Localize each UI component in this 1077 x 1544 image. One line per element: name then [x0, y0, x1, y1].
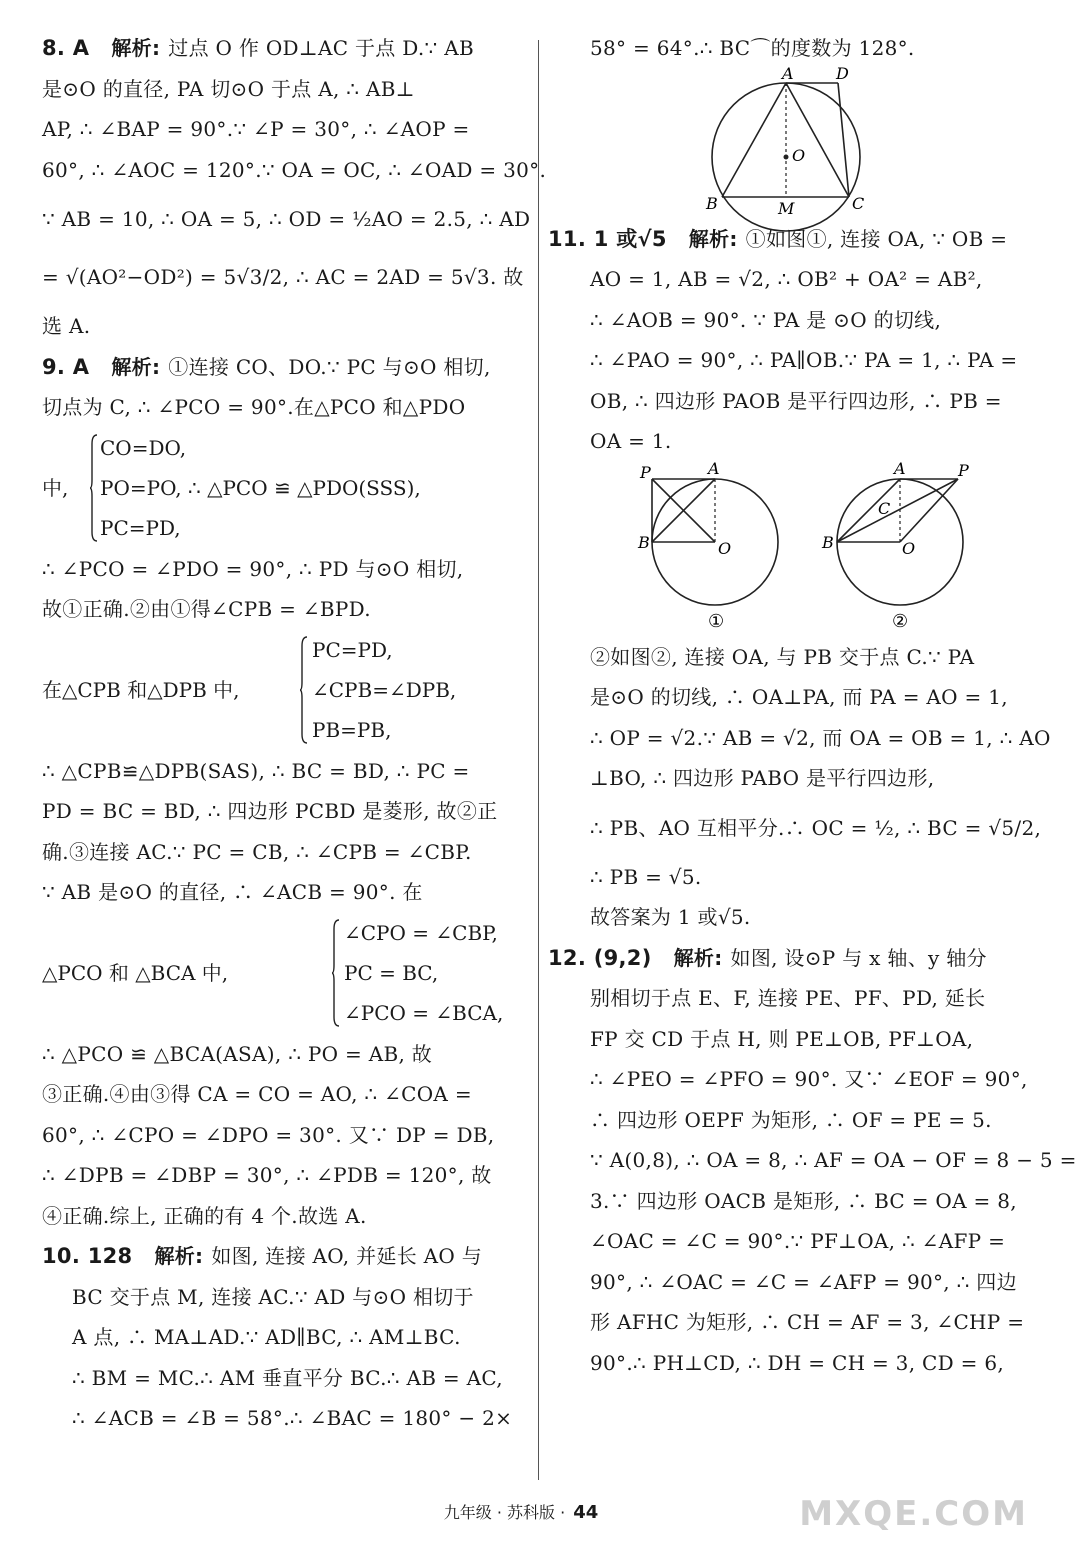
equation-system: [42, 630, 524, 751]
brace-icon: [90, 434, 98, 542]
analysis-label: 解析:: [688, 226, 738, 251]
q11-line: ∴ ∠AOB = 90°. ∵ PA 是 ⊙O 的切线,: [590, 307, 942, 332]
q12-line: 90°, ∴ ∠OAC = ∠C = ∠AFP = 90°, ∴ 四边: [590, 1269, 1017, 1294]
figure-caption: ②: [892, 610, 909, 632]
q9-line: ∴ ∠PCO = ∠PDO = 90°, ∴ PD 与⊙O 相切,: [42, 556, 464, 581]
q9-line: [42, 347, 524, 388]
label-B: B: [822, 532, 834, 552]
system-lead: △PCO 和 △BCA 中,: [42, 960, 229, 985]
q8-number: 8. A: [42, 36, 90, 60]
q10-line: BC 交于点 M, 连接 AC.∵ AD 与⊙O 相切于: [72, 1284, 474, 1309]
q12-line: ∴ 四边形 OEPF 为矩形, ∴ OF = PE = 5.: [590, 1107, 992, 1132]
analysis-label: 解析:: [111, 36, 161, 60]
q9-line: ∴ △CPB≌△DPB(SAS), ∴ BC = BD, ∴ PC =: [42, 758, 470, 783]
system-row: CO=DO,: [100, 435, 187, 460]
q11-line: [548, 219, 1028, 260]
q9-line: 确.③连接 AC.∵ PC = CB, ∴ ∠CPB = ∠CBP.: [42, 839, 472, 864]
q12-line: 3.∵ 四边形 OACB 是矩形, ∴ BC = OA = 8,: [590, 1188, 1017, 1213]
q9-text: ①连接 CO、DO.∵ PC 与⊙O 相切,: [168, 354, 491, 379]
figure-q11: [560, 458, 1028, 637]
q9-line: ④正确.综上, 正确的有 4 个.故选 A.: [42, 1203, 367, 1228]
q12-number: 12. (9,2): [548, 945, 652, 970]
q11-line: OA = 1.: [590, 429, 672, 453]
brace-icon: [300, 636, 308, 744]
q8-line: 选 A.: [42, 314, 91, 338]
label-P: P: [958, 460, 969, 480]
q12-line: 形 AFHC 为矩形, ∴ CH = AF = 3, ∠CHP =: [590, 1310, 1025, 1334]
q8-line: = √(AO²−OD²) = 5√3/2, ∴ AC = 2AD = 5√3. 故: [42, 265, 524, 289]
q8-line: AP, ∴ ∠BAP = 90°.∵ ∠P = 30°, ∴ ∠AOP =: [42, 117, 470, 141]
label-C: C: [852, 193, 865, 213]
q11-line: 是⊙O 的切线, ∴ OA⊥PA, 而 PA = AO = 1,: [590, 685, 1008, 709]
q11-line: AO = 1, AB = √2, ∴ OB² + OA² = AB²,: [590, 267, 983, 291]
q12-text: 如图, 设⊙P 与 x 轴、y 轴分: [730, 945, 987, 970]
system-row: ∠PCO = ∠BCA,: [344, 1000, 504, 1025]
figure-q10: [560, 63, 1028, 219]
q8-line: 是⊙O 的直径, PA 切⊙O 于点 A, ∴ AB⊥: [42, 76, 415, 101]
column-divider: [538, 40, 539, 1480]
q9-line: ∴ △PCO ≌ △BCA(ASA), ∴ PO = AB, 故: [42, 1041, 433, 1066]
q10-line: [42, 1236, 524, 1277]
q11-line: ∴ ∠PAO = 90°, ∴ PA∥OB.∵ PA = 1, ∴ PA =: [590, 348, 1018, 372]
q12-line: 别相切于点 E、F, 连接 PE、PF、PD, 延长: [590, 986, 986, 1010]
q12-line: 90°.∴ PH⊥CD, ∴ DH = CH = 3, CD = 6,: [590, 1350, 1005, 1375]
system-row: PO=PO, ∴ △PCO ≌ △PDO(SSS),: [100, 475, 421, 500]
label-B: B: [706, 193, 718, 213]
q8-line: 60°, ∴ ∠AOC = 120°.∵ OA = OC, ∴ ∠OAD = 30°.: [42, 157, 547, 182]
q12-line: [548, 938, 1028, 979]
label-O: O: [718, 538, 732, 558]
q11-line: OB, ∴ 四边形 PAOB 是平行四边形, ∴ PB =: [590, 388, 1002, 413]
q11-line: ∴ PB、AO 互相平分.∴ OC = ½, ∴ BC = √5/2,: [590, 815, 1042, 840]
brace-icon: [332, 919, 340, 1027]
q9-line: 60°, ∴ ∠CPO = ∠DPO = 30°. 又∵ DP = DB,: [42, 1122, 495, 1147]
system-row: PC = BC,: [344, 960, 439, 985]
q12-line: ∵ A(0,8), ∴ OA = 8, ∴ AF = OA − OF = 8 − 5 =: [590, 1148, 1077, 1172]
q10-number: 10. 128: [42, 1244, 133, 1268]
label-O: O: [792, 145, 806, 165]
q10-line: ∴ BM = MC.∴ AM 垂直平分 BC.∴ AB = AC,: [72, 1365, 503, 1390]
system-row: ∠CPO = ∠CBP,: [344, 920, 498, 945]
q9-line: 故①正确.②由①得∠CPB = ∠BPD.: [42, 597, 371, 621]
q9-line: 切点为 C, ∴ ∠PCO = 90°.在△PCO 和△PDO: [42, 395, 466, 419]
system-lead: 中,: [42, 475, 69, 500]
q9-line: ∵ AB 是⊙O 的直径, ∴ ∠ACB = 90°. 在: [42, 880, 423, 904]
system-row: PC=PD,: [312, 637, 393, 662]
q9-line: ③正确.④由③得 CA = CO = AO, ∴ ∠COA =: [42, 1082, 472, 1106]
equation-system: [42, 913, 524, 1034]
label-A: A: [782, 63, 794, 83]
q9-line: ∴ ∠DPB = ∠DBP = 30°, ∴ ∠PDB = 120°, 故: [42, 1163, 492, 1187]
system-row: PC=PD,: [100, 515, 181, 540]
watermark-logo: MXQE.COM: [799, 1494, 1028, 1534]
q11-text: ①如图①, 连接 OA, ∵ OB =: [745, 226, 1008, 251]
q8-line: ∵ AB = 10, ∴ OA = 5, ∴ OD = ½AO = 2.5, ∴ AD: [42, 207, 531, 231]
q12-line: FP 交 CD 于点 H, 则 PE⊥OB, PF⊥OA,: [590, 1026, 974, 1051]
q10-line: 58° = 64°.∴ BC⌒的度数为 128°.: [590, 36, 915, 60]
label-A: A: [894, 458, 906, 478]
right-column: [548, 28, 1077, 1383]
q11-line: ②如图②, 连接 OA, 与 PB 交于点 C.∵ PA: [590, 644, 975, 669]
system-row: ∠CPB=∠DPB,: [312, 677, 457, 702]
label-B: B: [638, 532, 650, 552]
q12-line: ∠OAC = ∠C = 90°.∵ PF⊥OA, ∴ ∠AFP =: [590, 1229, 1006, 1253]
label-D: D: [836, 63, 849, 83]
analysis-label: 解析:: [154, 1244, 204, 1268]
label-P: P: [640, 462, 651, 482]
left-column: [42, 28, 547, 1439]
q11-line: ∴ OP = √2.∵ AB = √2, 而 OA = OB = 1, ∴ AO: [590, 725, 1051, 750]
q11-line: ∴ PB = √5.: [590, 864, 702, 889]
label-A: A: [708, 458, 720, 478]
label-M: M: [778, 198, 795, 218]
label-C: C: [878, 498, 891, 518]
q11-number: 11. 1 或√5: [548, 226, 667, 251]
q11-line: 故答案为 1 或√5.: [590, 905, 751, 929]
q11-line: ⊥BO, ∴ 四边形 PABO 是平行四边形,: [590, 766, 935, 790]
analysis-label: 解析:: [673, 945, 723, 970]
q9-line: PD = BC = BD, ∴ 四边形 PCBD 是菱形, 故②正: [42, 799, 498, 823]
q10-line: A 点, ∴ MA⊥AD.∵ AD∥BC, ∴ AM⊥BC.: [72, 1325, 461, 1349]
system-lead: 在△CPB 和△DPB 中,: [42, 677, 240, 702]
footer-grade: 九年级 · 苏科版 ·: [443, 1503, 566, 1522]
analysis-label: 解析:: [111, 354, 161, 379]
label-O: O: [902, 538, 916, 558]
q8-line: [42, 28, 524, 69]
q12-line: ∴ ∠PEO = ∠PFO = 90°. 又∵ ∠EOF = 90°,: [590, 1067, 1028, 1091]
figure-caption: ①: [708, 610, 725, 632]
system-row: PB=PB,: [312, 717, 392, 742]
q10-line: ∴ ∠ACB = ∠B = 58°.∴ ∠BAC = 180° − 2×: [72, 1406, 513, 1430]
equation-system: [42, 428, 524, 549]
q10-text: 如图, 连接 AO, 并延长 AO 与: [211, 1244, 483, 1268]
q9-number: 9. A: [42, 354, 90, 379]
q8-text: 过点 O 作 OD⊥AC 于点 D.∵ AB: [168, 36, 474, 60]
page-number: 44: [573, 1502, 599, 1523]
